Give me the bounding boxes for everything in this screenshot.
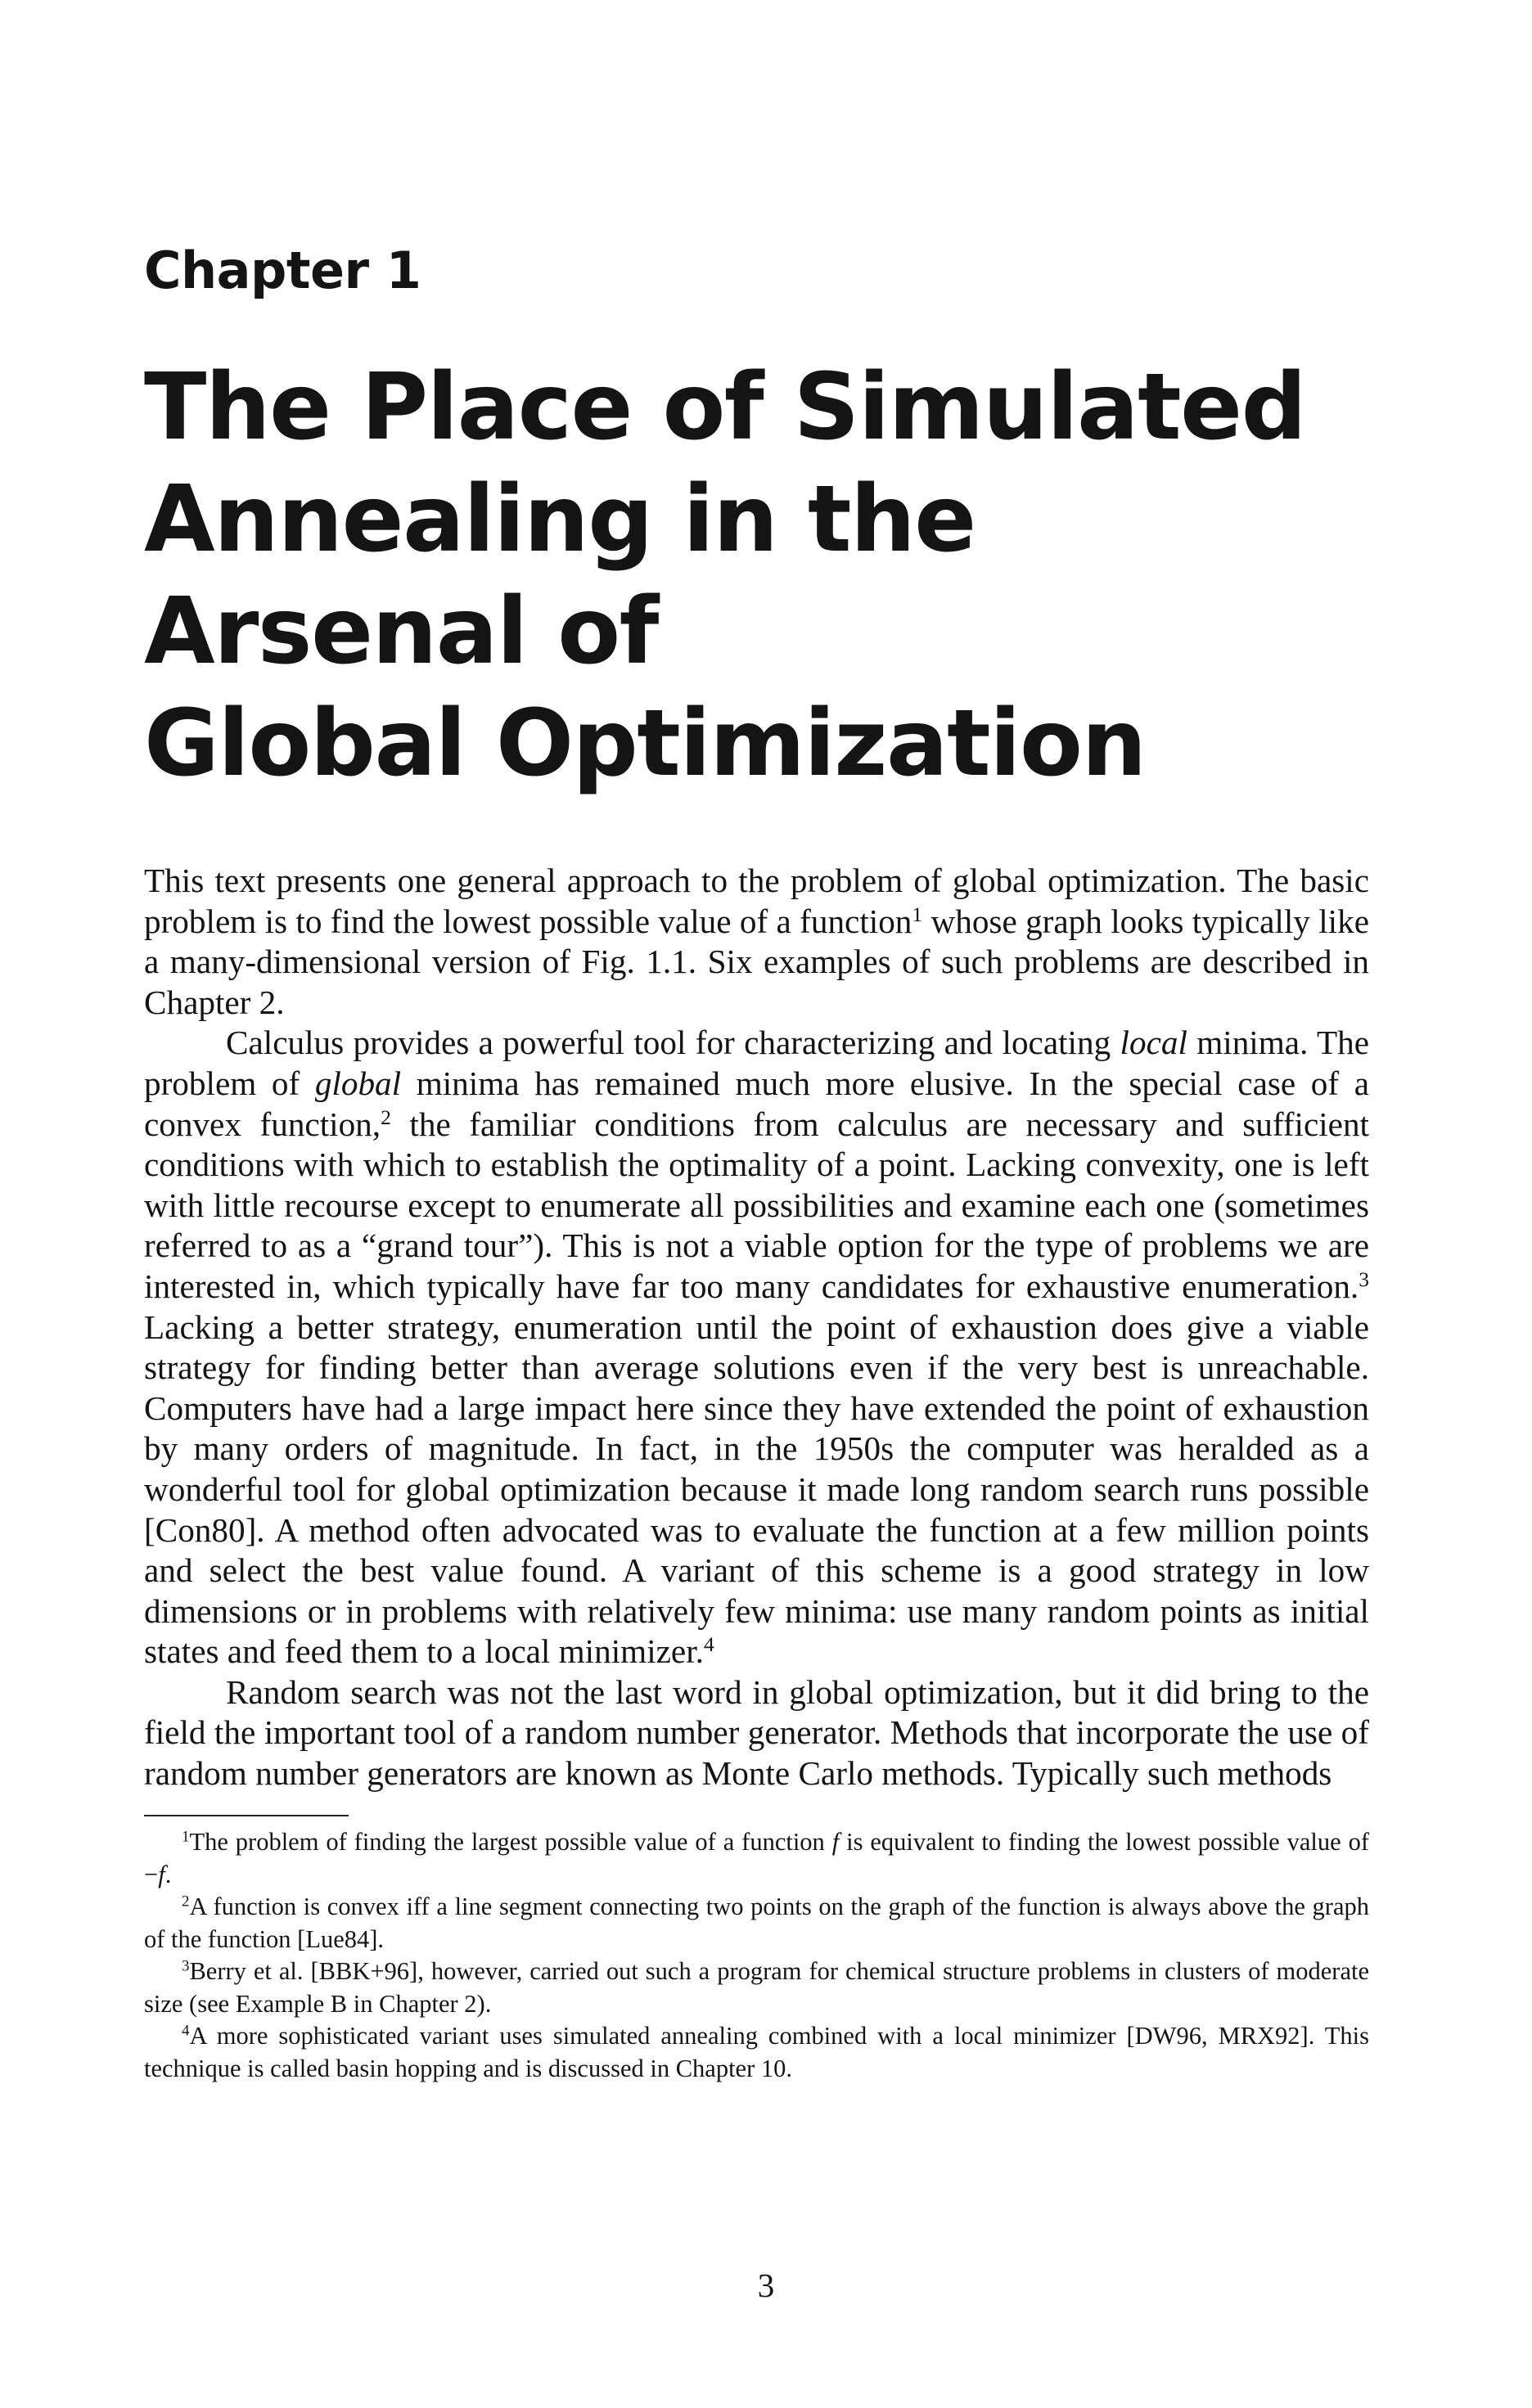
text-run: Berry et al. [BBK+96], however, carried out such a program for chemical structure problems in clusters of moderate size (see Example B in Chapter 2). <box>144 1957 1369 2018</box>
text-run: . <box>164 1860 172 1888</box>
text-run: The problem of finding the largest possible value of a function <box>189 1828 832 1856</box>
footnote-marker: 4 <box>182 2022 190 2040</box>
footnote <box>144 1956 1369 2020</box>
text-run: This text presents one general approach to the problem of global optimization. The basic problem is to find the lowest possible value of a function <box>144 862 1369 940</box>
footnote-marker: 1 <box>182 1828 190 1846</box>
footnote-marker: 3 <box>182 1957 190 1975</box>
text-run: Lacking a better strategy, enumeration until the point of exhaustion does give a viable strategy for finding better than average solutions even if the very best is unreachable. Computers have had a large impact here since they have extended the point of exhaustion by many orders of magnitude. In fact, in the 1950s the computer was heralded as a wonderful tool for global optimization because it made long random search runs possible [Con80]. A method often advocated was to evaluate the function at a few million points and select the best value found. A variant of this scheme is a good strategy in low dimensions or in problems with relatively few minima: use many random points as initial states and feed them to a local minimizer. <box>144 1308 1369 1671</box>
text-run: minima. The problem of <box>144 1024 1370 1102</box>
footnote <box>144 2020 1369 2085</box>
chapter-label: Chapter 1 <box>144 241 421 300</box>
text-run: Calculus provides a powerful tool for characterizing and locating <box>226 1024 1120 1062</box>
footnote-marker: 2 <box>182 1893 190 1911</box>
footnote <box>144 1826 1369 1891</box>
page-number: 3 <box>757 2266 775 2304</box>
footnote-marker: 4 <box>703 1632 714 1657</box>
paragraph <box>144 1672 1369 1794</box>
text-run: A function is convex iff a line segment connecting two points on the graph of the function is always above the graph of the function [Lue84]. <box>144 1893 1369 1953</box>
footnote-marker: 1 <box>912 902 923 926</box>
footnotes <box>144 1826 1369 2085</box>
footnote <box>144 1891 1369 1956</box>
chapter-title-line: The Place of Simulated <box>144 354 1306 461</box>
chapter-title-line: Annealing in the Arsenal of <box>144 466 976 685</box>
text-run: A more sophisticated variant uses simulated annealing combined with a local minimizer [DW96, MRX92]. This technique is called basin hopping and is discussed in Chapter 10. <box>144 2022 1369 2082</box>
emphasized-text: f <box>158 1860 165 1888</box>
footnote-separator <box>144 1815 349 1816</box>
text-run: is equivalent to finding the lowest possible value of − <box>144 1828 1369 1888</box>
emphasized-text: f <box>831 1828 840 1856</box>
paragraph <box>144 861 1369 1023</box>
text-run: whose graph looks typically like a many-dimensional version of Fig. 1.1. Six examples of such problems are described in Chapter 2. <box>144 902 1369 1021</box>
footnote-marker: 2 <box>381 1105 391 1129</box>
footnote-marker: 3 <box>1359 1267 1369 1291</box>
chapter-title <box>144 352 1372 800</box>
body-text <box>144 861 1369 1794</box>
text-run: the familiar conditions from calculus are necessary and sufficient conditions with which to establish the optimality of a point. Lacking convexity, one is left with little recourse except to enumerate all possibilities and examine each one (sometimes referred to as a “grand tour”). This is not a viable option for the type of problems we are interested in, which typically have far too many candidates for exhaustive enumeration. <box>144 1105 1369 1305</box>
text-run: Random search was not the last word in global optimization, but it did bring to the field the important tool of a random number generator. Methods that incorporate the use of random number generators are known as Monte Carlo methods. Typically such methods <box>144 1672 1369 1793</box>
paragraph <box>144 1023 1369 1672</box>
emphasized-text: local <box>1120 1024 1187 1062</box>
emphasized-text: global <box>314 1064 402 1102</box>
text-run: minima has remained much more elusive. In the special case of a convex function, <box>144 1064 1369 1143</box>
chapter-title-line: Global Optimization <box>144 691 1146 797</box>
